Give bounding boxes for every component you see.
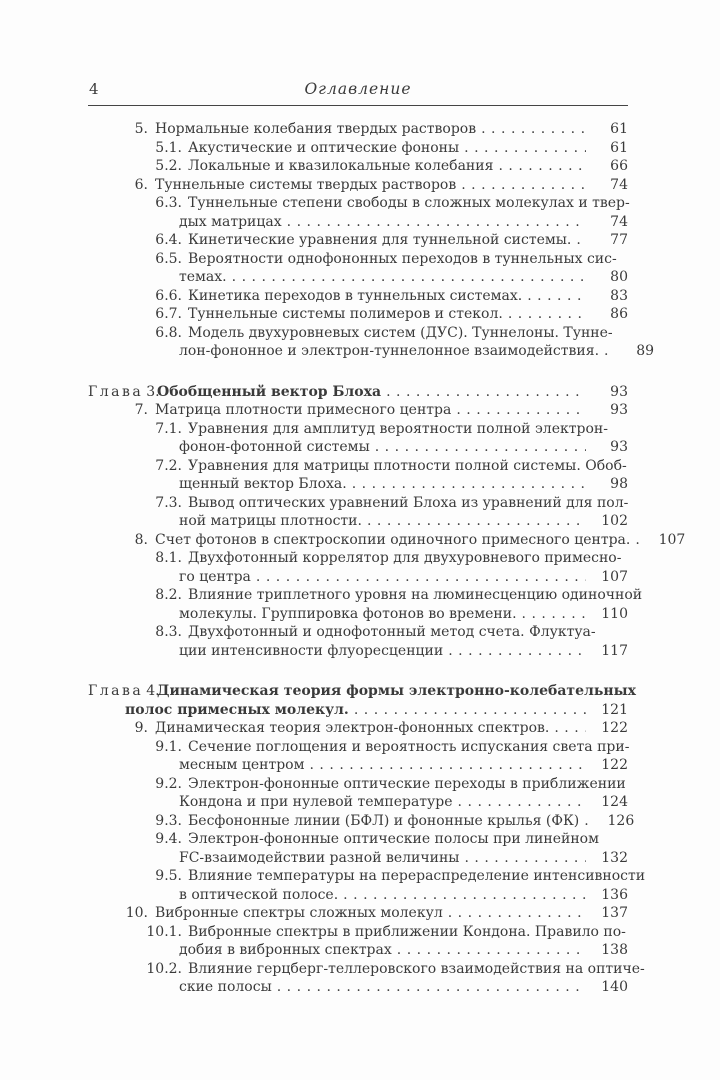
entry-page-number: 83 <box>610 287 628 304</box>
entry-text: Вероятности однофононных переходов в туннельных сис- <box>188 250 617 267</box>
entry-number: 9.3. <box>155 812 182 829</box>
toc-entry-final-line <box>88 904 628 923</box>
toc-entry <box>88 324 655 361</box>
dot-leader <box>554 719 586 738</box>
entry-text: Туннельные степени свободы в сложных молекулах и твер- <box>188 195 630 211</box>
entry-number: 8.2. <box>155 587 182 603</box>
entry-number: 6.6. <box>155 287 182 304</box>
entry-text: Влияние герцберг-теллеровского взаимодействия на оптиче- <box>188 960 645 977</box>
entry-page-number: 74 <box>610 213 628 230</box>
entry-page-number: 89 <box>636 343 655 359</box>
entry-text: Нормальные колебания твердых растворов <box>155 121 477 137</box>
entry-number: 9.1. <box>155 738 182 755</box>
entry-page-number: 93 <box>610 439 628 455</box>
entry-page-number: 122 <box>601 720 628 736</box>
toc-entry <box>88 867 646 904</box>
entry-page-number: 93 <box>610 383 628 400</box>
entry-text: месным центром <box>179 757 305 773</box>
running-head <box>88 80 628 106</box>
dot-leader <box>343 886 586 905</box>
dot-leader <box>527 287 586 306</box>
chapter-label <box>88 383 160 402</box>
dot-leader <box>397 941 586 960</box>
entry-number: 6.7. <box>155 306 182 322</box>
toc-entry-final-line <box>88 756 628 775</box>
entry-page-number: 77 <box>610 232 628 248</box>
entry-number: 6.8. <box>155 324 182 341</box>
dot-leader <box>458 793 586 812</box>
entry-number: 6. <box>134 176 148 193</box>
entry-page-number: 107 <box>658 531 686 548</box>
entry-number: 9.2. <box>155 775 182 792</box>
entry-number: 8.3. <box>155 624 182 640</box>
entry-number: 7.2. <box>155 457 182 474</box>
toc-entry-final-line <box>88 475 628 494</box>
toc-entry-final-line <box>88 978 628 997</box>
dot-leader <box>354 701 586 720</box>
entry-text: молекулы. Группировка фотонов во времени. <box>179 605 517 622</box>
entry-number: 7.1. <box>155 420 182 437</box>
entry-page-number: 117 <box>601 642 628 659</box>
entry-text: ции интенсивности флуоресценции <box>179 642 444 659</box>
entry-text: Электрон-фононные оптические полосы при линейном <box>188 831 599 847</box>
entry-text: Туннельные системы полимеров и стекол. <box>188 306 503 322</box>
entry-text: Кинетические уравнения для туннельной системы. <box>188 232 572 248</box>
entry-text: Модель двухуровневых систем (ДУС). Туннелоны. Тунне- <box>188 324 613 341</box>
entry-number: 6.4. <box>155 232 182 248</box>
toc-entry <box>88 139 628 158</box>
toc-entry <box>88 305 628 324</box>
dot-leader <box>604 342 612 361</box>
toc-entry-final-line <box>88 512 628 531</box>
chapter-title: Обобщенный вектор Блоха <box>157 383 382 400</box>
toc-entry-final-line <box>88 268 628 287</box>
dot-leader <box>456 401 586 420</box>
entry-page-number: 61 <box>610 121 628 137</box>
toc-entry-final-line <box>88 849 628 868</box>
entry-text: Счет фотонов в спектроскопии одиночного примесного центра. <box>155 531 631 548</box>
entry-number: 5.1. <box>155 139 182 156</box>
entry-number: 7.3. <box>155 494 182 511</box>
entry-text: Кондона и при нулевой температуре <box>179 794 453 810</box>
entry-text: в оптической полосе. <box>179 886 339 903</box>
dot-leader <box>232 268 586 287</box>
entry-number: 10.1. <box>146 923 182 940</box>
chapter-label <box>88 682 160 701</box>
chapter-number: 4. <box>146 683 160 699</box>
entry-number: 10.2. <box>146 960 182 977</box>
entry-text: Вибронные спектры в приближении Кондона. Правило по- <box>188 923 626 940</box>
page-title: Оглавление <box>304 80 412 98</box>
entry-text: дых матрицах <box>179 213 282 230</box>
toc-entry <box>88 457 628 494</box>
toc-entry <box>88 531 686 550</box>
toc-entry-final-line <box>88 342 655 361</box>
toc-entry <box>88 287 628 306</box>
dot-leader <box>461 176 586 195</box>
toc-entry <box>88 250 628 287</box>
entry-page-number: 140 <box>601 979 628 995</box>
entry-text: щенный вектор Блоха. <box>179 476 347 492</box>
entry-number: 6.3. <box>155 195 182 211</box>
dot-leader <box>584 812 592 831</box>
chapter-title: Динамическая теория формы электронно-колебательных <box>157 683 636 699</box>
toc-entry <box>88 623 628 660</box>
entry-number: 8. <box>134 531 148 548</box>
dot-leader <box>464 139 586 158</box>
toc-entry-final-line <box>88 793 628 812</box>
toc-entry <box>88 812 635 831</box>
toc-entry-final-line <box>88 941 628 960</box>
entry-page-number: 61 <box>610 139 628 156</box>
entry-text: Сечение поглощения и вероятность испускания света при- <box>188 738 630 755</box>
entry-page-number: 121 <box>601 701 628 718</box>
entry-page-number: 132 <box>601 849 628 866</box>
entry-page-number: 80 <box>610 269 628 285</box>
dot-leader <box>375 438 586 457</box>
entry-page-number: 66 <box>610 158 628 174</box>
toc-entry <box>88 719 628 738</box>
page-number-header: 4 <box>89 80 99 98</box>
entry-text: Вибронные спектры сложных молекул <box>155 905 443 921</box>
toc-entry-final-line <box>88 120 628 139</box>
chapter-number: 3. <box>146 383 160 400</box>
toc-entry-final-line <box>88 383 628 402</box>
dot-leader <box>277 978 586 997</box>
chapter-word: Глава <box>88 683 144 699</box>
entry-text: Двухфотонный и однофотонный метод счета. Флуктуа- <box>188 624 596 640</box>
entry-text: ские полосы <box>179 979 272 995</box>
entry-text: Акустические и оптические фононы <box>188 139 460 156</box>
entry-text: Бесфононные линии (БФЛ) и фононные крылья (ФК) <box>188 812 580 829</box>
entry-text: Уравнения для амплитуд вероятности полной электрон- <box>188 420 608 437</box>
entry-text: Уравнения для матрицы плотности полной системы. Обоб- <box>188 457 627 474</box>
toc-entry <box>88 923 628 960</box>
entry-page-number: 110 <box>601 605 628 622</box>
entry-page-number: 136 <box>601 886 628 903</box>
dot-leader <box>498 157 586 176</box>
entry-number: 9.4. <box>155 831 182 847</box>
dot-leader <box>256 568 586 587</box>
dot-leader <box>367 512 586 531</box>
entry-number: 9.5. <box>155 868 182 884</box>
entry-number: 6.5. <box>155 250 182 267</box>
toc-entry-final-line <box>88 701 628 720</box>
dot-leader <box>448 642 586 661</box>
dot-leader <box>309 756 586 775</box>
entry-text: полос примесных молекул. <box>125 701 349 718</box>
entry-text: Влияние температуры на перераспределение интенсивности <box>188 868 646 884</box>
toc-entry <box>88 775 628 812</box>
toc-entry <box>88 194 628 231</box>
entry-text: темах. <box>179 269 227 285</box>
entry-number: 10. <box>125 905 148 921</box>
toc-entry <box>88 401 628 420</box>
toc-entry-final-line <box>88 401 628 420</box>
dot-leader <box>481 120 586 139</box>
entry-text: Вывод оптических уравнений Блоха из уравнений для пол- <box>188 494 629 511</box>
entry-text: Туннельные системы твердых растворов <box>155 176 457 193</box>
entry-number: 8.1. <box>155 550 182 566</box>
entry-text: Влияние триплетного уровня на люминесценцию одиночной <box>188 587 643 603</box>
toc-entry <box>88 738 628 775</box>
entry-text: лон-фононное и электрон-туннелонное взаимодействия. <box>179 343 600 359</box>
toc-entry <box>88 420 628 457</box>
dot-leader <box>386 383 586 402</box>
dot-leader <box>635 531 643 550</box>
dot-leader <box>448 904 586 923</box>
toc-entry-final-line <box>88 886 628 905</box>
entry-text: Двухфотонный коррелятор для двухуровневого примесно- <box>188 550 622 566</box>
entry-page-number: 124 <box>601 794 628 810</box>
toc-entry <box>88 830 628 867</box>
toc-entry <box>88 383 628 402</box>
toc-entry-final-line <box>88 176 628 195</box>
toc-entry <box>88 586 643 623</box>
entry-number: 9. <box>134 720 148 736</box>
toc-entry <box>88 231 628 250</box>
entry-page-number: 126 <box>607 812 635 829</box>
entry-page-number: 102 <box>601 513 628 529</box>
entry-page-number: 93 <box>610 402 628 418</box>
entry-page-number: 137 <box>601 905 628 921</box>
dot-leader <box>287 213 586 232</box>
dot-leader <box>508 305 586 324</box>
toc-entry <box>88 549 628 586</box>
chapter-word: Глава <box>88 383 144 400</box>
entry-page-number: 107 <box>601 568 628 585</box>
dot-leader <box>464 849 586 868</box>
toc-entry-final-line <box>88 719 628 738</box>
toc-entry <box>88 157 628 176</box>
toc-entry-final-line <box>88 568 628 587</box>
entry-text: Электрон-фононные оптические переходы в приближении <box>188 775 626 792</box>
page-content <box>88 80 686 997</box>
entry-text: фонон-фотонной системы <box>179 439 370 455</box>
toc-entry <box>88 682 636 719</box>
entry-text: ной матрицы плотности. <box>179 513 362 529</box>
toc-entry <box>88 494 628 531</box>
toc <box>88 120 686 997</box>
entry-text: FC-взаимодействии разной величины <box>179 849 460 866</box>
toc-entry <box>88 176 628 195</box>
toc-entry <box>88 120 628 139</box>
entry-text: Матрица плотности примесного центра <box>155 402 452 418</box>
dot-leader <box>352 475 586 494</box>
toc-entry <box>88 904 628 923</box>
entry-text: го центра <box>179 568 251 585</box>
entry-number: 5.2. <box>155 158 182 174</box>
entry-number: 7. <box>134 402 148 418</box>
dot-leader <box>522 605 586 624</box>
entry-number: 5. <box>134 121 148 137</box>
entry-page-number: 122 <box>601 757 628 773</box>
toc-entry-final-line <box>88 642 628 661</box>
entry-text: Кинетика переходов в туннельных системах. <box>188 287 523 304</box>
entry-page-number: 138 <box>601 942 628 958</box>
toc-entry-final-line <box>88 213 628 232</box>
entry-page-number: 74 <box>610 176 628 193</box>
toc-entry-final-line <box>88 438 628 457</box>
toc-entry-final-line <box>88 531 686 550</box>
dot-leader <box>576 231 586 250</box>
entry-text: добия в вибронных спектрах <box>179 942 392 958</box>
entry-page-number: 98 <box>610 476 628 492</box>
toc-entry <box>88 960 645 997</box>
toc-entry-wrap-line <box>88 682 636 701</box>
toc-entry-final-line <box>88 605 628 624</box>
entry-text: Динамическая теория электрон-фононных спектров. <box>155 720 550 736</box>
entry-text: Локальные и квазилокальные колебания <box>188 158 494 174</box>
entry-page-number: 86 <box>610 306 628 322</box>
